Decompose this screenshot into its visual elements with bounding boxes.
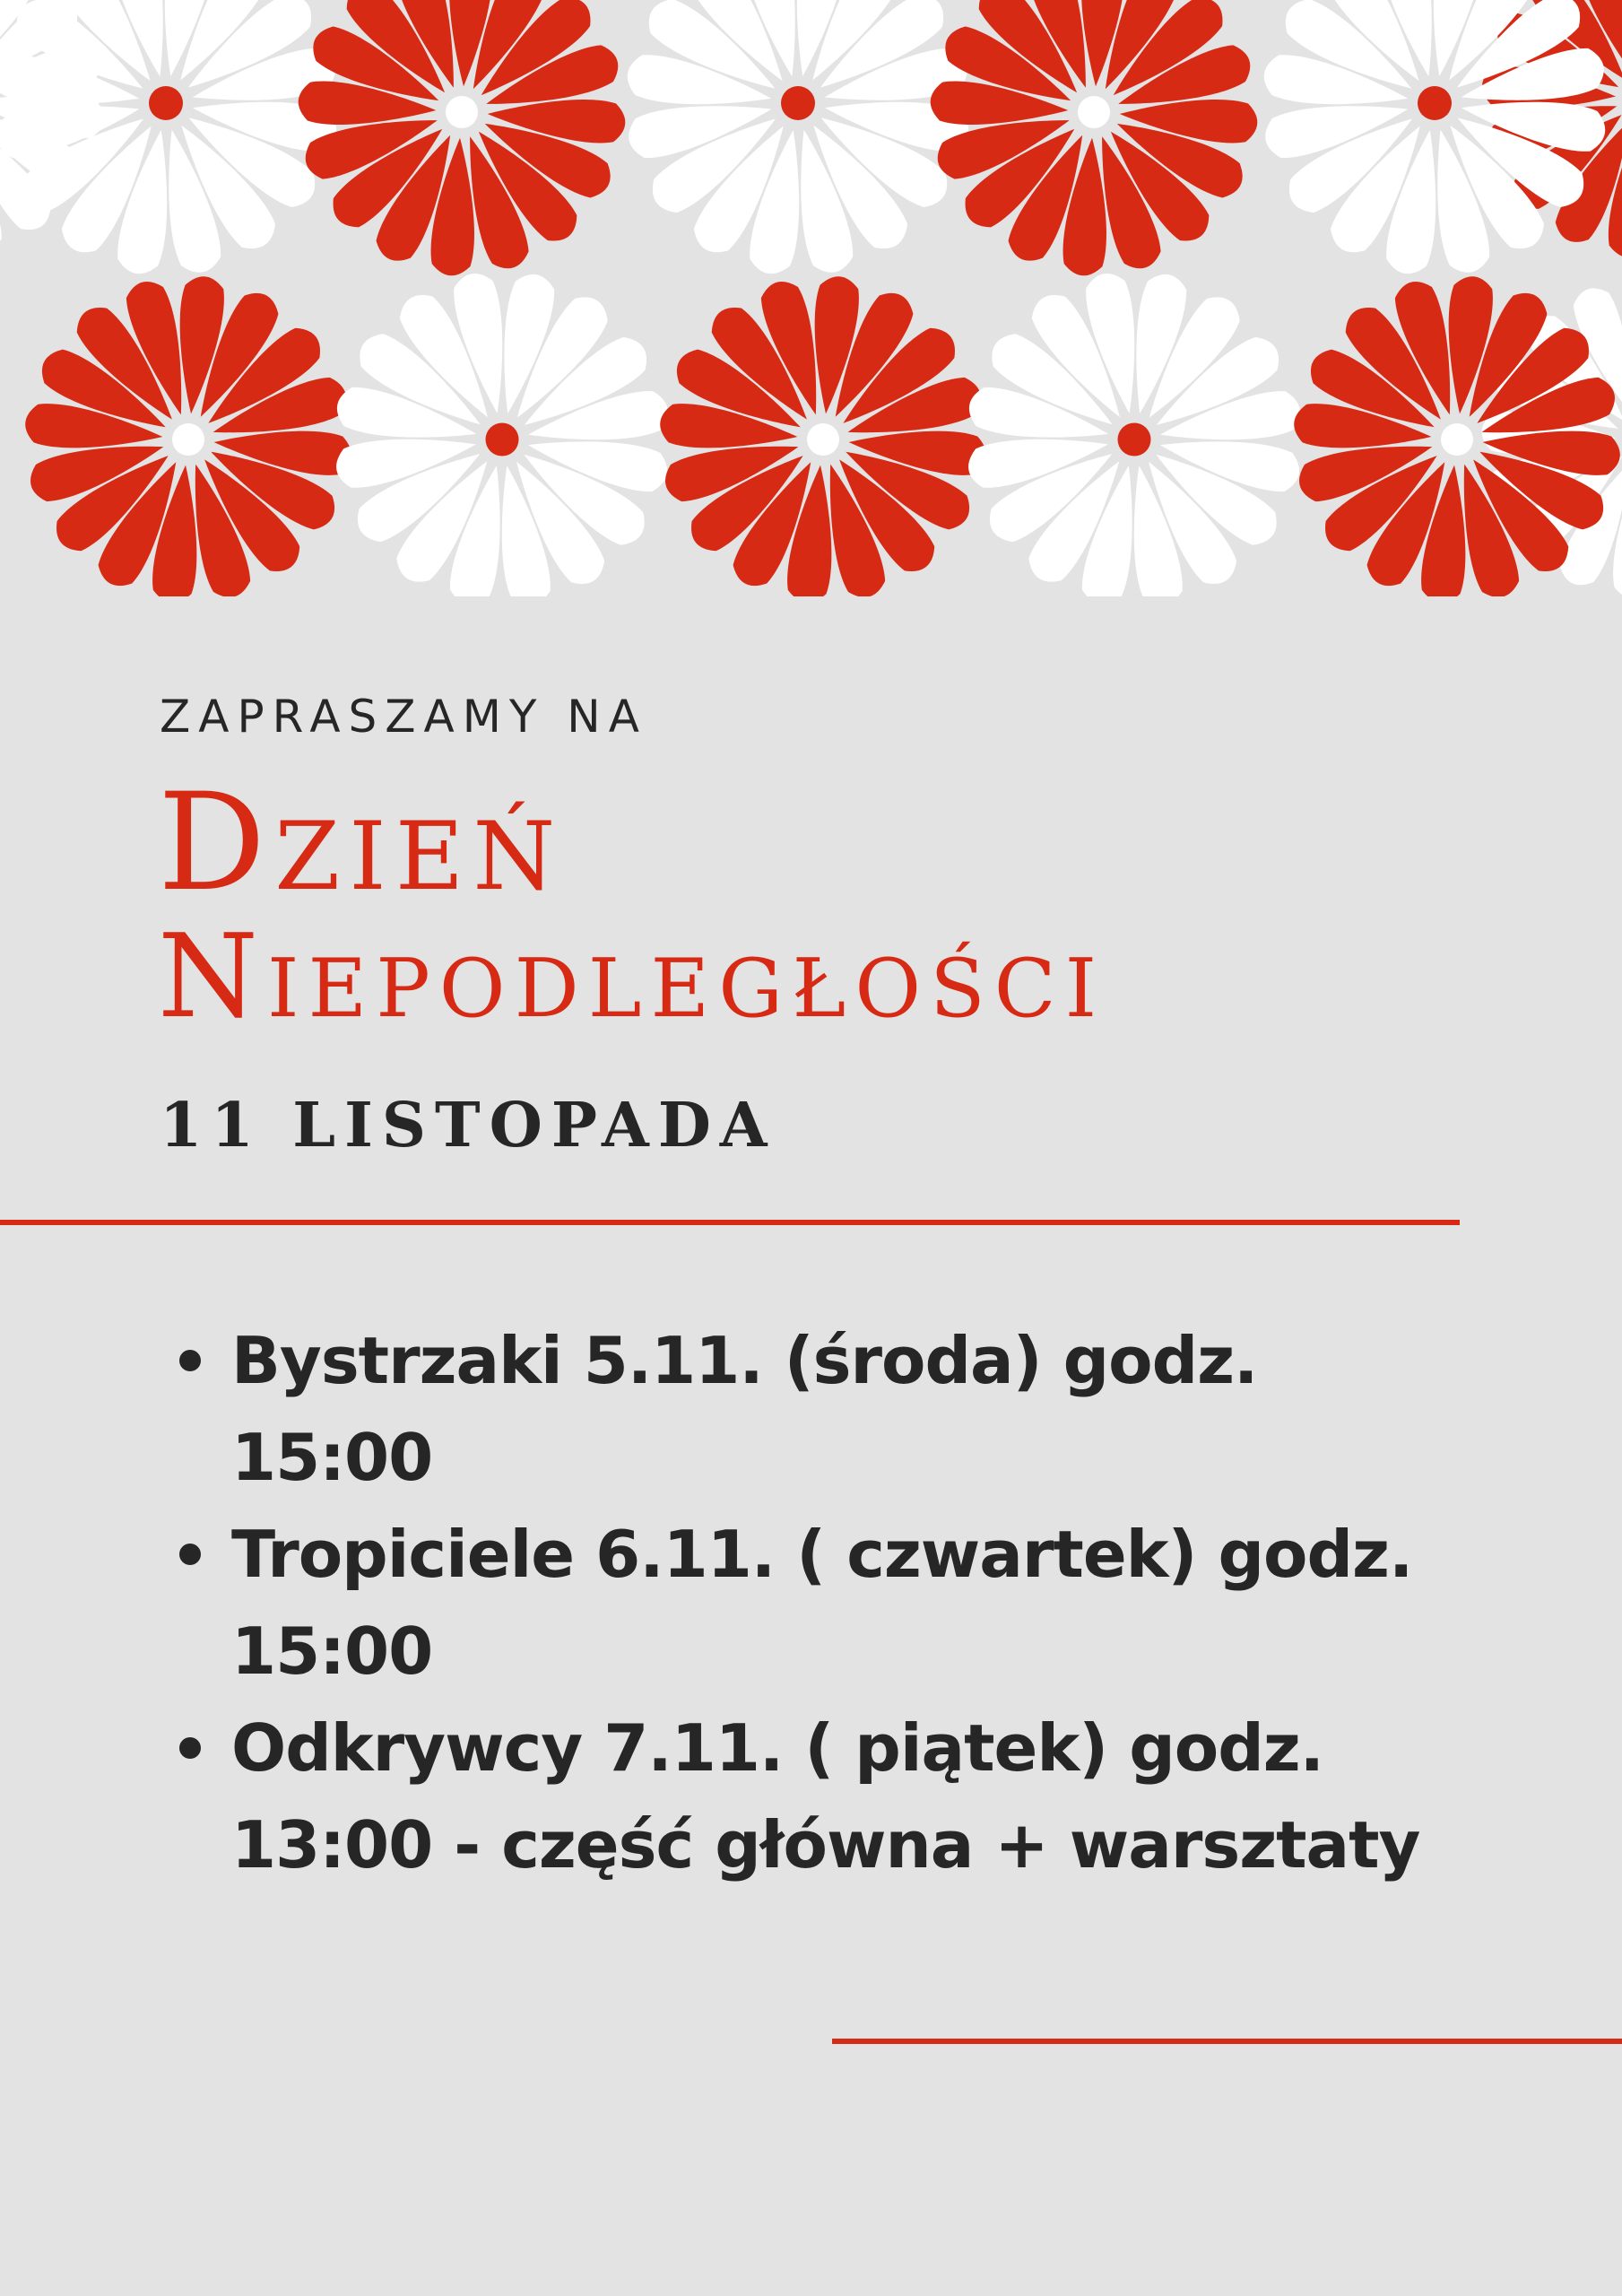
divider-top [0,1220,1460,1225]
flower-icon [965,270,1304,596]
bullet-icon [179,1544,201,1565]
flower-icon [658,274,988,596]
divider-bottom [832,2039,1622,2044]
event-date: 11 LISTOPADA [160,1090,776,1161]
bullet-icon [179,1350,201,1371]
title-line-1: Dzień [158,765,565,921]
flower-icon [929,0,1259,277]
flower-icon [333,270,672,596]
schedule-item-text: Odkrywcy 7.11. ( piątek) godz. 13:00 - część główna + warsztaty [231,1710,1420,1883]
schedule-item [176,1506,1431,1700]
flower-icon [297,0,627,277]
intro-text: ZAPRASZAMY NA [160,691,647,743]
schedule-item-text: Tropiciele 6.11. ( czwartek) godz. 15:00 [231,1517,1413,1689]
flower-icon [23,274,353,596]
schedule-item-text: Bystrzaki 5.11. (środa) godz. 15:00 [231,1323,1258,1495]
schedule-item [176,1700,1431,1893]
bullet-icon [179,1737,201,1759]
title-line-2: Niepodległości [158,910,1106,1044]
event-title [158,765,1106,1044]
schedule-item [176,1312,1431,1506]
schedule-list [176,1312,1431,1893]
flower-pattern [0,0,1622,596]
flower-icon [1261,0,1609,277]
flower-icon [624,0,973,277]
flower-icon [0,0,340,277]
